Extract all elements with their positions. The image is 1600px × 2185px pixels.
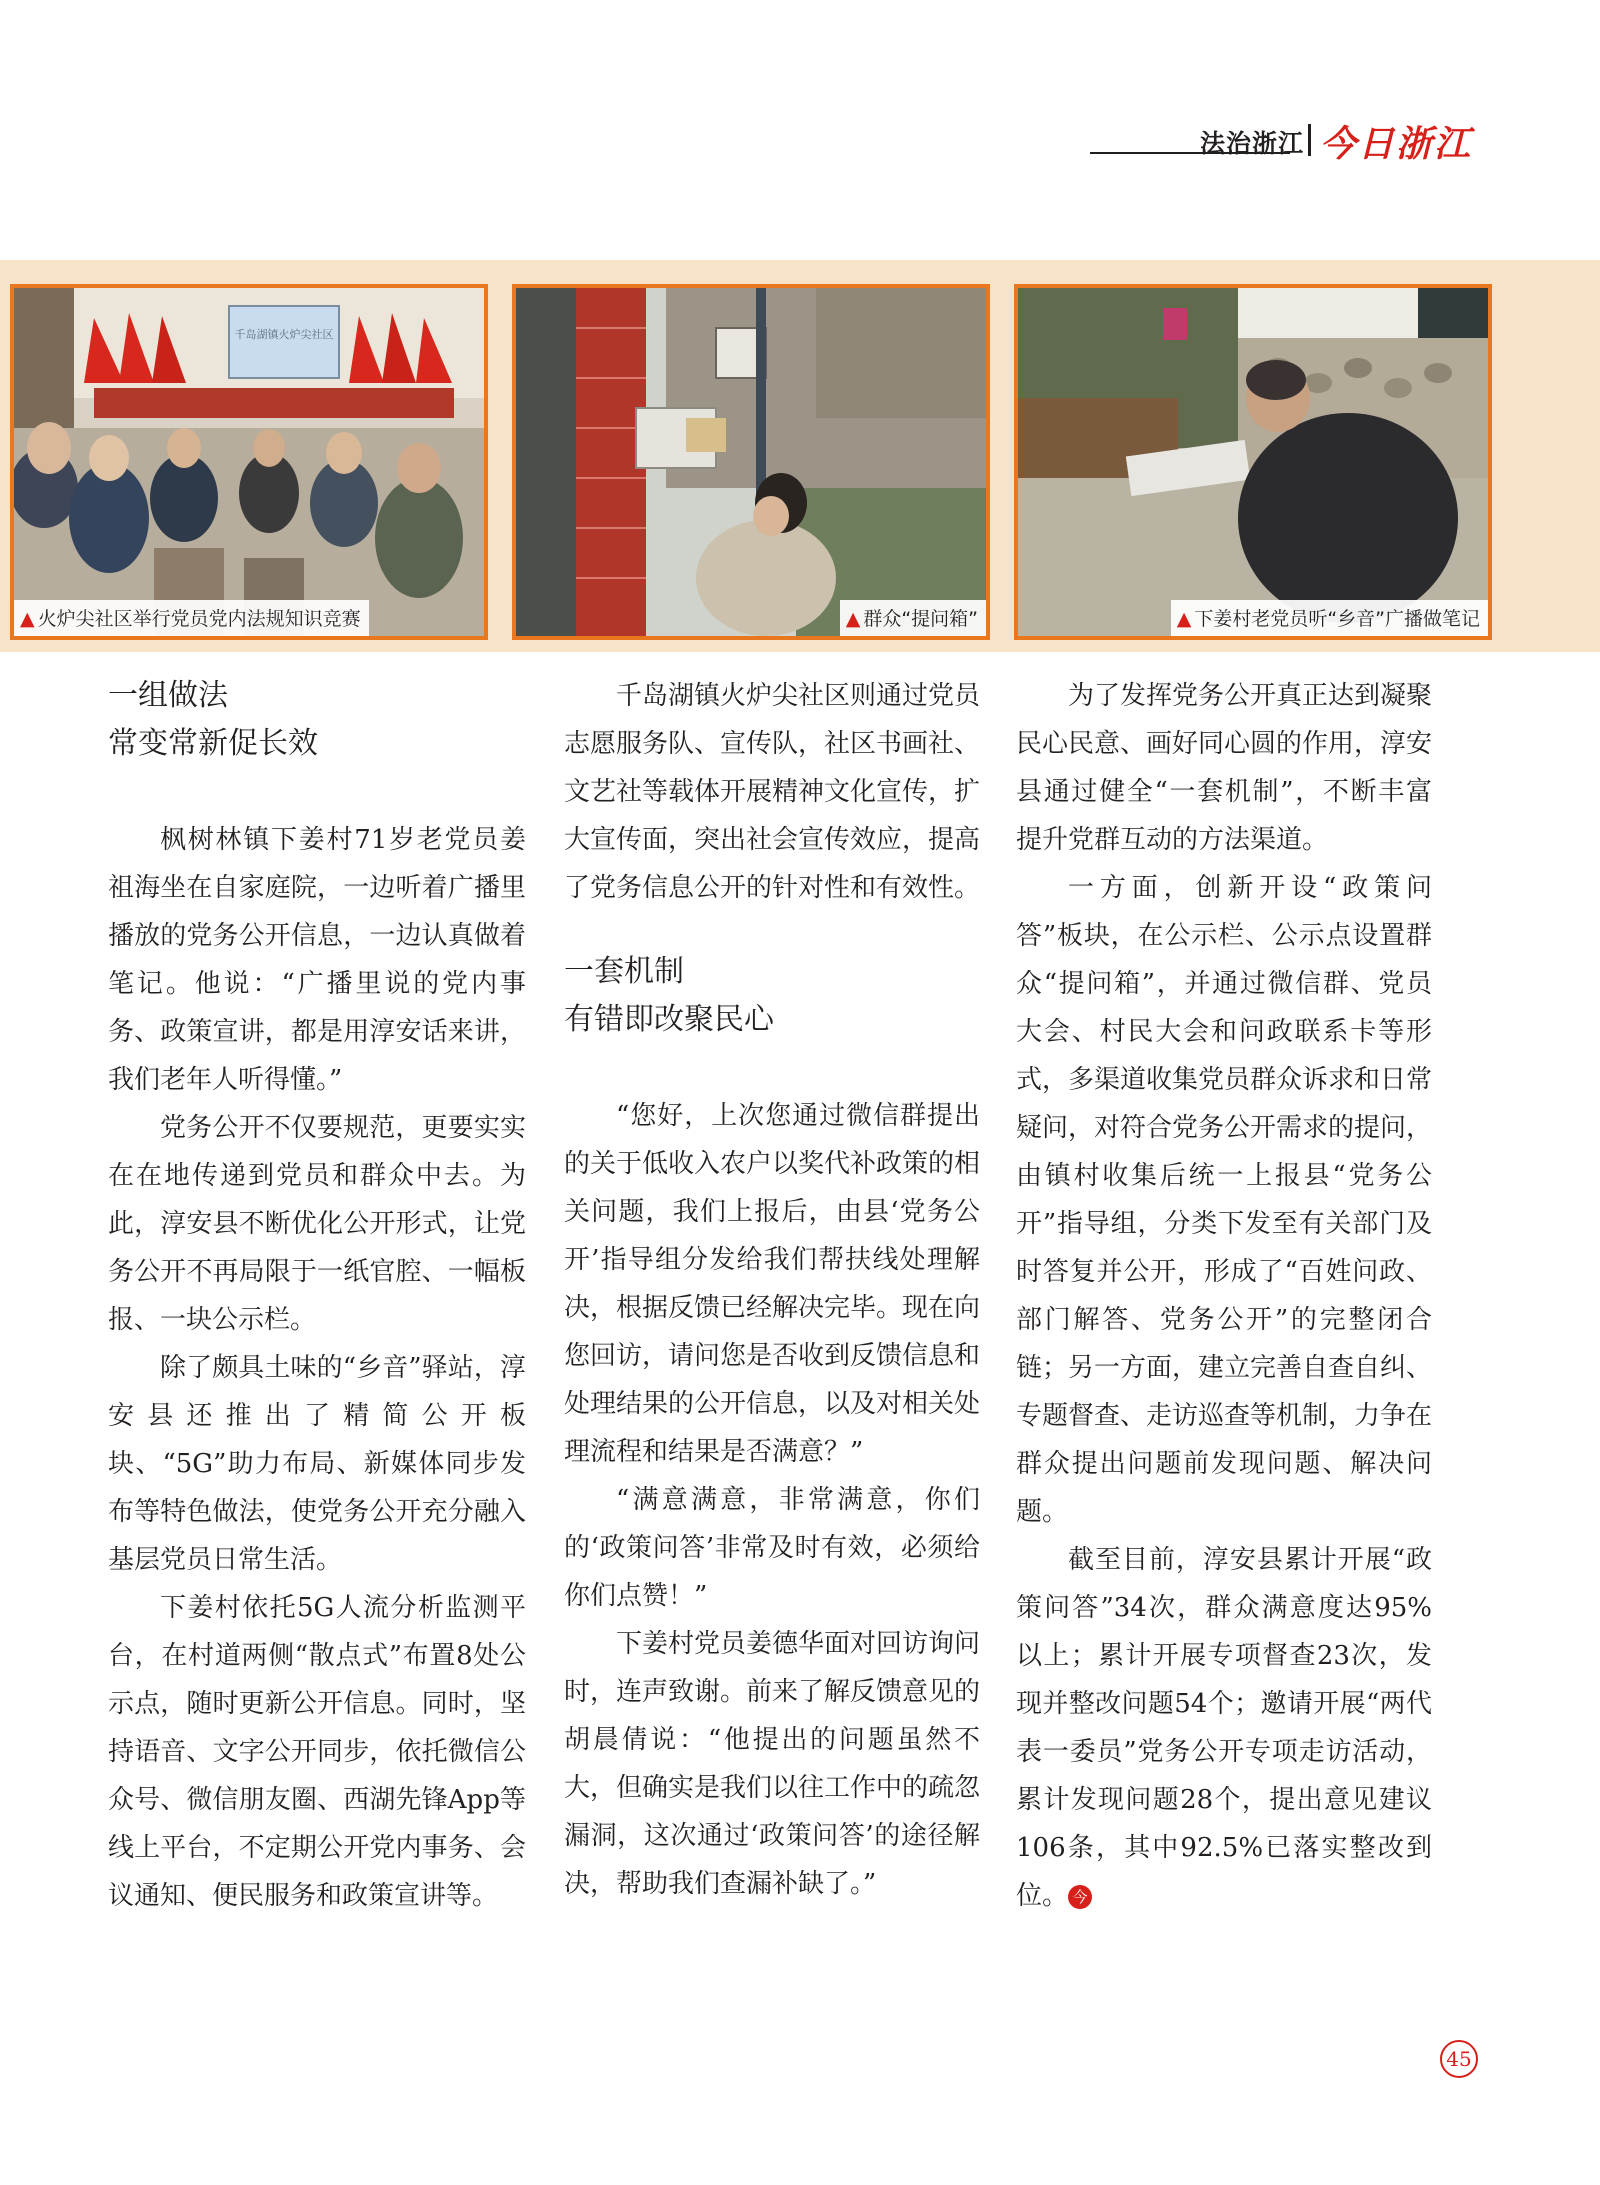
article-column-2 — [564, 672, 980, 1908]
photo-party-quiz-image — [14, 288, 484, 636]
paragraph: 除了颇具土味的“乡音”驿站，淳安县还推出了精简公开板块、“5G”助力布局、新媒体同步发布等特色做法，使党务公开充分融入基层党员日常生活。 — [108, 1353, 526, 1575]
projection-screen-text: 千岛湖镇火炉尖社区 — [234, 328, 334, 341]
paragraph: 一方面，创新开设“政策问答”板块，在公示栏、公示点设置群众“提问箱”，并通过微信群、党员大会、村民大会和问政联系卡等形式，多渠道收集党员群众诉求和日常疑问，对符合党务公开需求的提问，由镇村收集后统一上报县“党务公开”指导组，分类下发至有关部门及时答复并公开，形成了“百姓问政、部门解答、党务公开”的完整闭合链；另一方面，建立完善自查自纠、专题督查、走访巡查等机制，力争在群众提出问题前发现问题、解决问题。 — [1016, 873, 1433, 1527]
photo-broadcast-notes — [1014, 284, 1492, 640]
section-subheading: 常变常新促长效 — [108, 726, 318, 761]
article-column-3 — [1016, 672, 1432, 1920]
photo-broadcast-notes-image — [1018, 288, 1488, 636]
page-number: 45 — [1440, 2040, 1478, 2078]
magazine-logo: 今日浙江 — [1320, 123, 1473, 165]
photo-question-box — [512, 284, 990, 640]
section-heading: 一套机制 — [564, 954, 684, 989]
section-subheading: 有错即改聚民心 — [564, 1002, 774, 1037]
caption-text: 火炉尖社区举行党员党内法规知识竞赛 — [37, 608, 361, 630]
spacer — [108, 768, 526, 816]
section-heading: 一组做法 — [108, 678, 228, 713]
header-section-title: 法治浙江 — [1200, 129, 1305, 158]
spacer — [564, 1044, 980, 1092]
photo-party-quiz — [10, 284, 488, 640]
photo-caption — [840, 600, 986, 636]
paragraph: 千岛湖镇火炉尖社区则通过党员志愿服务队、宣传队，社区书画社、文艺社等载体开展精神文化宣传，扩大宣传面，突出社会宣传效应，提高了党务信息公开的针对性和有效性。 — [564, 681, 981, 903]
paragraph — [1016, 1536, 1432, 1920]
photo-caption — [14, 600, 369, 636]
paragraph: 枫树林镇下姜村71岁老党员姜祖海坐在自家庭院，一边听着广播里播放的党务公开信息，一边认真做着笔记。他说：“广播里说的党内事务、政策宣讲，都是用淳安话来讲，我们老年人听得懂。” — [108, 825, 526, 1095]
caption-text: 下姜村老党员听“乡音”广播做笔记 — [1194, 608, 1480, 630]
paragraph-text: 截至目前，淳安县累计开展“政策问答”34次，群众满意度达95%以上；累计开展专项督查23次，发现并整改问题54个；邀请开展“两代表一委员”党务公开专项走访活动，累计发现问题28个，提出意见建议106条，其中92.5%已落实整改到位。 — [1016, 1545, 1432, 1911]
paragraph: 下姜村依托5G人流分析监测平台，在村道两侧“散点式”布置8处公示点，随时更新公开信息。同时，坚持语音、文字公开同步，依托微信公众号、微信朋友圈、西湖先锋App等线上平台，不定期公开党内事务、会议通知、便民服务和政策宣讲等。 — [108, 1593, 526, 1911]
caption-marker-icon: ▲ — [845, 608, 861, 630]
spacer — [564, 912, 980, 948]
header-divider — [1308, 124, 1311, 156]
photo-caption — [1171, 600, 1488, 636]
photo-question-box-image — [516, 288, 986, 636]
caption-text: 群众“提问箱” — [863, 608, 978, 630]
article-column-1 — [108, 672, 526, 1920]
paragraph: “满意满意，非常满意，你们的‘政策问答’非常及时有效，必须给你们点赞！” — [564, 1485, 980, 1611]
paragraph: 为了发挥党务公开真正达到凝聚民心民意、画好同心圆的作用，淳安县通过健全“一套机制”，不断丰富提升党群互动的方法渠道。 — [1016, 681, 1433, 855]
caption-marker-icon: ▲ — [20, 608, 35, 630]
paragraph: 下姜村党员姜德华面对回访询问时，连声致谢。前来了解反馈意见的胡晨倩说：“他提出的问题虽然不大，但确实是我们以往工作中的疏忽漏洞，这次通过‘政策问答’的途径解决，帮助我们查漏补缺了。” — [564, 1629, 981, 1899]
paragraph: 党务公开不仅要规范，更要实实在在地传递到党员和群众中去。为此，淳安县不断优化公开形式，让党务公开不再局限于一纸官腔、一幅板报、一块公示栏。 — [108, 1113, 526, 1335]
caption-marker-icon: ▲ — [1176, 608, 1192, 630]
paragraph: “您好，上次您通过微信群提出的关于低收入农户以奖代补政策的相关问题，我们上报后，由县‘党务公开’指导组分发给我们帮扶线处理解决，根据反馈已经解决完毕。现在向您回访，请问您是否收到反馈信息和处理结果的公开信息，以及对相关处理流程和结果是否满意？” — [564, 1101, 981, 1467]
article-end-mark-icon: 今 — [1068, 1885, 1092, 1909]
